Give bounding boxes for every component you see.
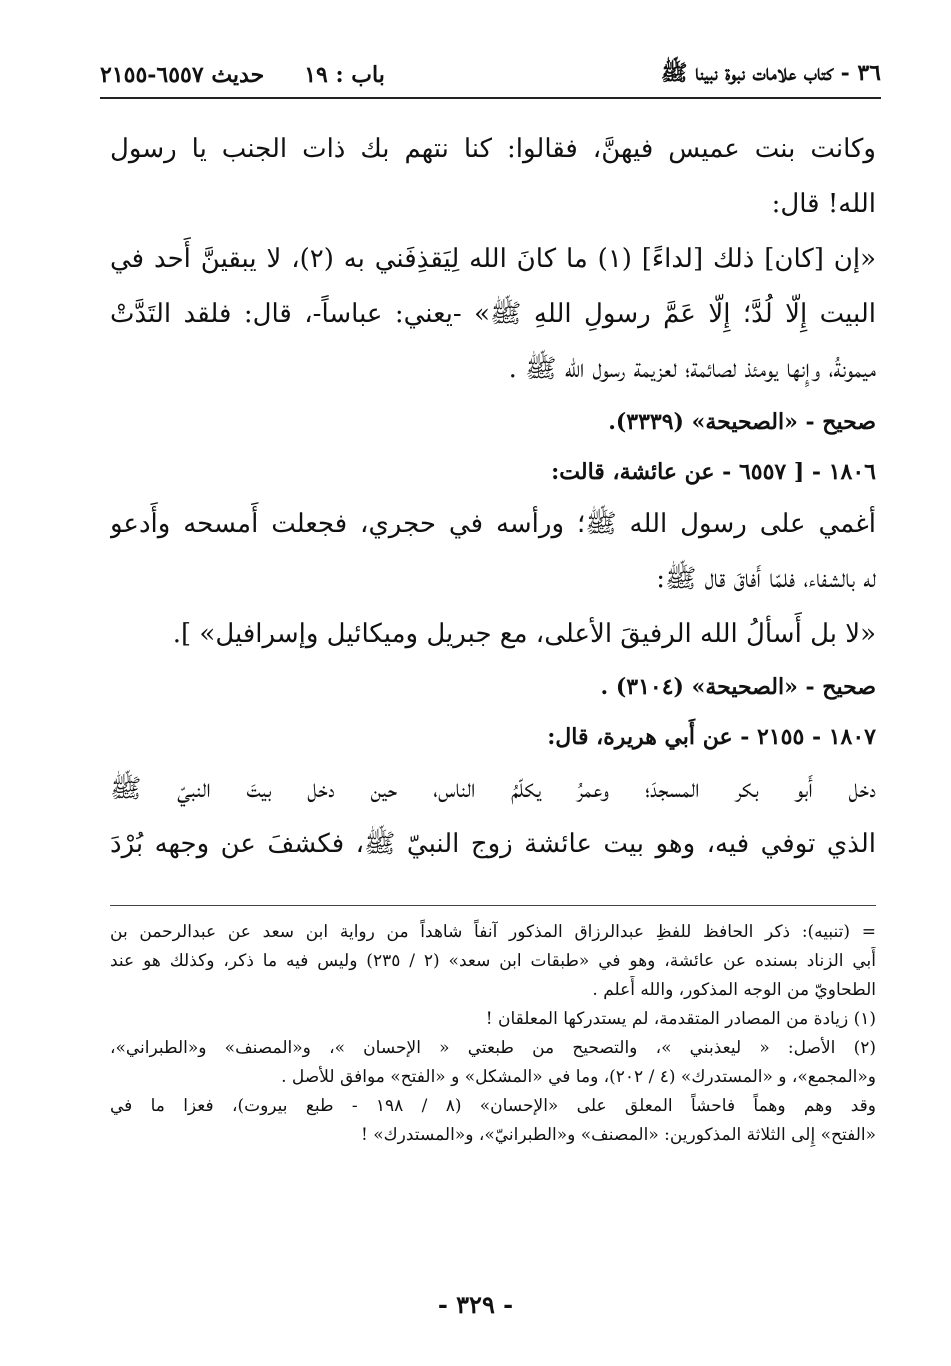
footnote-line: «الفتح» إِلى الثلاثة المذكورين: «المصنف» و«الطبرانيّ»، و«المستدرك» ! [361, 1125, 876, 1145]
chapter-title: ٣٦ - كتاب علامات نبوة نبينا ﷺ [660, 60, 881, 86]
page-number: - ٣٢٩ - [437, 1290, 514, 1319]
footnote-line: (٢) الأصل: « ليعذبني »، والتصحيح من طبعتي « الإحسان »، و«المصنف» و«الطبراني»، [110, 1038, 876, 1058]
footnote-line: وقد وهم وهماً فاحشاً المعلق على «الإحسان» (٨ / ١٩٨ - طبع بيروت)، فعزا ما في [110, 1096, 876, 1116]
grading-line: صحيح - «الصحيحة» (٣١٠٤) . [600, 674, 876, 700]
text-line: «إن [كان] ذلك [لداءً] (١) ما كانَ الله لِيَقذِفَني به (٢)، لا يبقينَّ أَحد في [110, 244, 876, 274]
bab-label: باب : ١٩ [304, 62, 385, 88]
text-line: ميمونةُ، وإِنها يومئذ لصائمة؛ لعزيمة رسول الله ﷺ . [508, 354, 876, 384]
footnote-line: و«المجمع»، و «المستدرك» (٤ / ٢٠٢)، وما في «المشكل» و «الفتح» موافق للأصل . [281, 1067, 876, 1087]
footnote-line: أَبي الزناد بسنده عن عائشة، وهو في «طبقات ابن سعد» (٢ / ٢٣٥) وليس فيه ما ذكر، وكذلك هو عند [110, 951, 876, 971]
hadith-range: حديث ٦٥٥٧-٢١٥٥ [100, 62, 265, 88]
footnote-line: الطحاويّ من الوجه المذكور، والله أَعلم . [592, 980, 876, 1000]
hadith-number-line: ١٨٠٦ - [ ٦٥٥٧ - عن عائشة، قالت: [551, 459, 876, 485]
footnote-line: (١) زيادة من المصادر المتقدمة، لم يستدركها المعلقان ! [485, 1009, 876, 1029]
footnote-rule [110, 905, 876, 906]
text-line: البيت إِلّا لُدَّ؛ إِلّا عَمَّ رسولِ اللهِ ﷺ» -يعني: عباساً-، قال: فلقد التَدَّتْ [110, 299, 876, 329]
running-header [100, 56, 881, 94]
text-line: له بالشفاء، فلمّا أَفاقَ قال ﷺ: [656, 564, 876, 594]
main-text [110, 122, 876, 872]
hadith-number-line: ١٨٠٧ - ٢١٥٥ - عن أَبي هريرة، قال: [547, 724, 876, 750]
header-rule [100, 97, 881, 99]
text-line: أغمي على رسول الله ﷺ؛ ورأسه في حجري، فجعلت أَمسحه وأَدعو [110, 509, 876, 539]
grading-line: صحيح - «الصحيحة» (٣٣٣٩). [608, 409, 876, 435]
text-line: «لا بل أَسألُ الله الرفيقَ الأعلى، مع جبريل وميكائيل وإسرافيل» ]. [172, 619, 876, 649]
footnotes [110, 918, 876, 1150]
text-line: الذي توفي فيه، وهو بيت عائشة زوج النبيّ ﷺ، فكشفَ عن وجهه بُرْدَ [110, 829, 876, 859]
text-line: الله! قال: [771, 189, 876, 219]
footnote-line: = (تنبيه): ذكر الحافظ للفظِ عبدالرزاق المذكور آنفاً شاهداً من رواية ابن سعد عن عبدالرحمن بن [110, 922, 876, 942]
text-line: وكانت بنت عميس فيهنَّ، فقالوا: كنا نتهم بك ذات الجنب يا رسول [110, 134, 876, 164]
text-line: دخل أَبو بكر المسجدَ؛ وعمرُ يكلّمُ الناس، حين دخل بيتَ النبيّ ﷺ [110, 774, 876, 804]
